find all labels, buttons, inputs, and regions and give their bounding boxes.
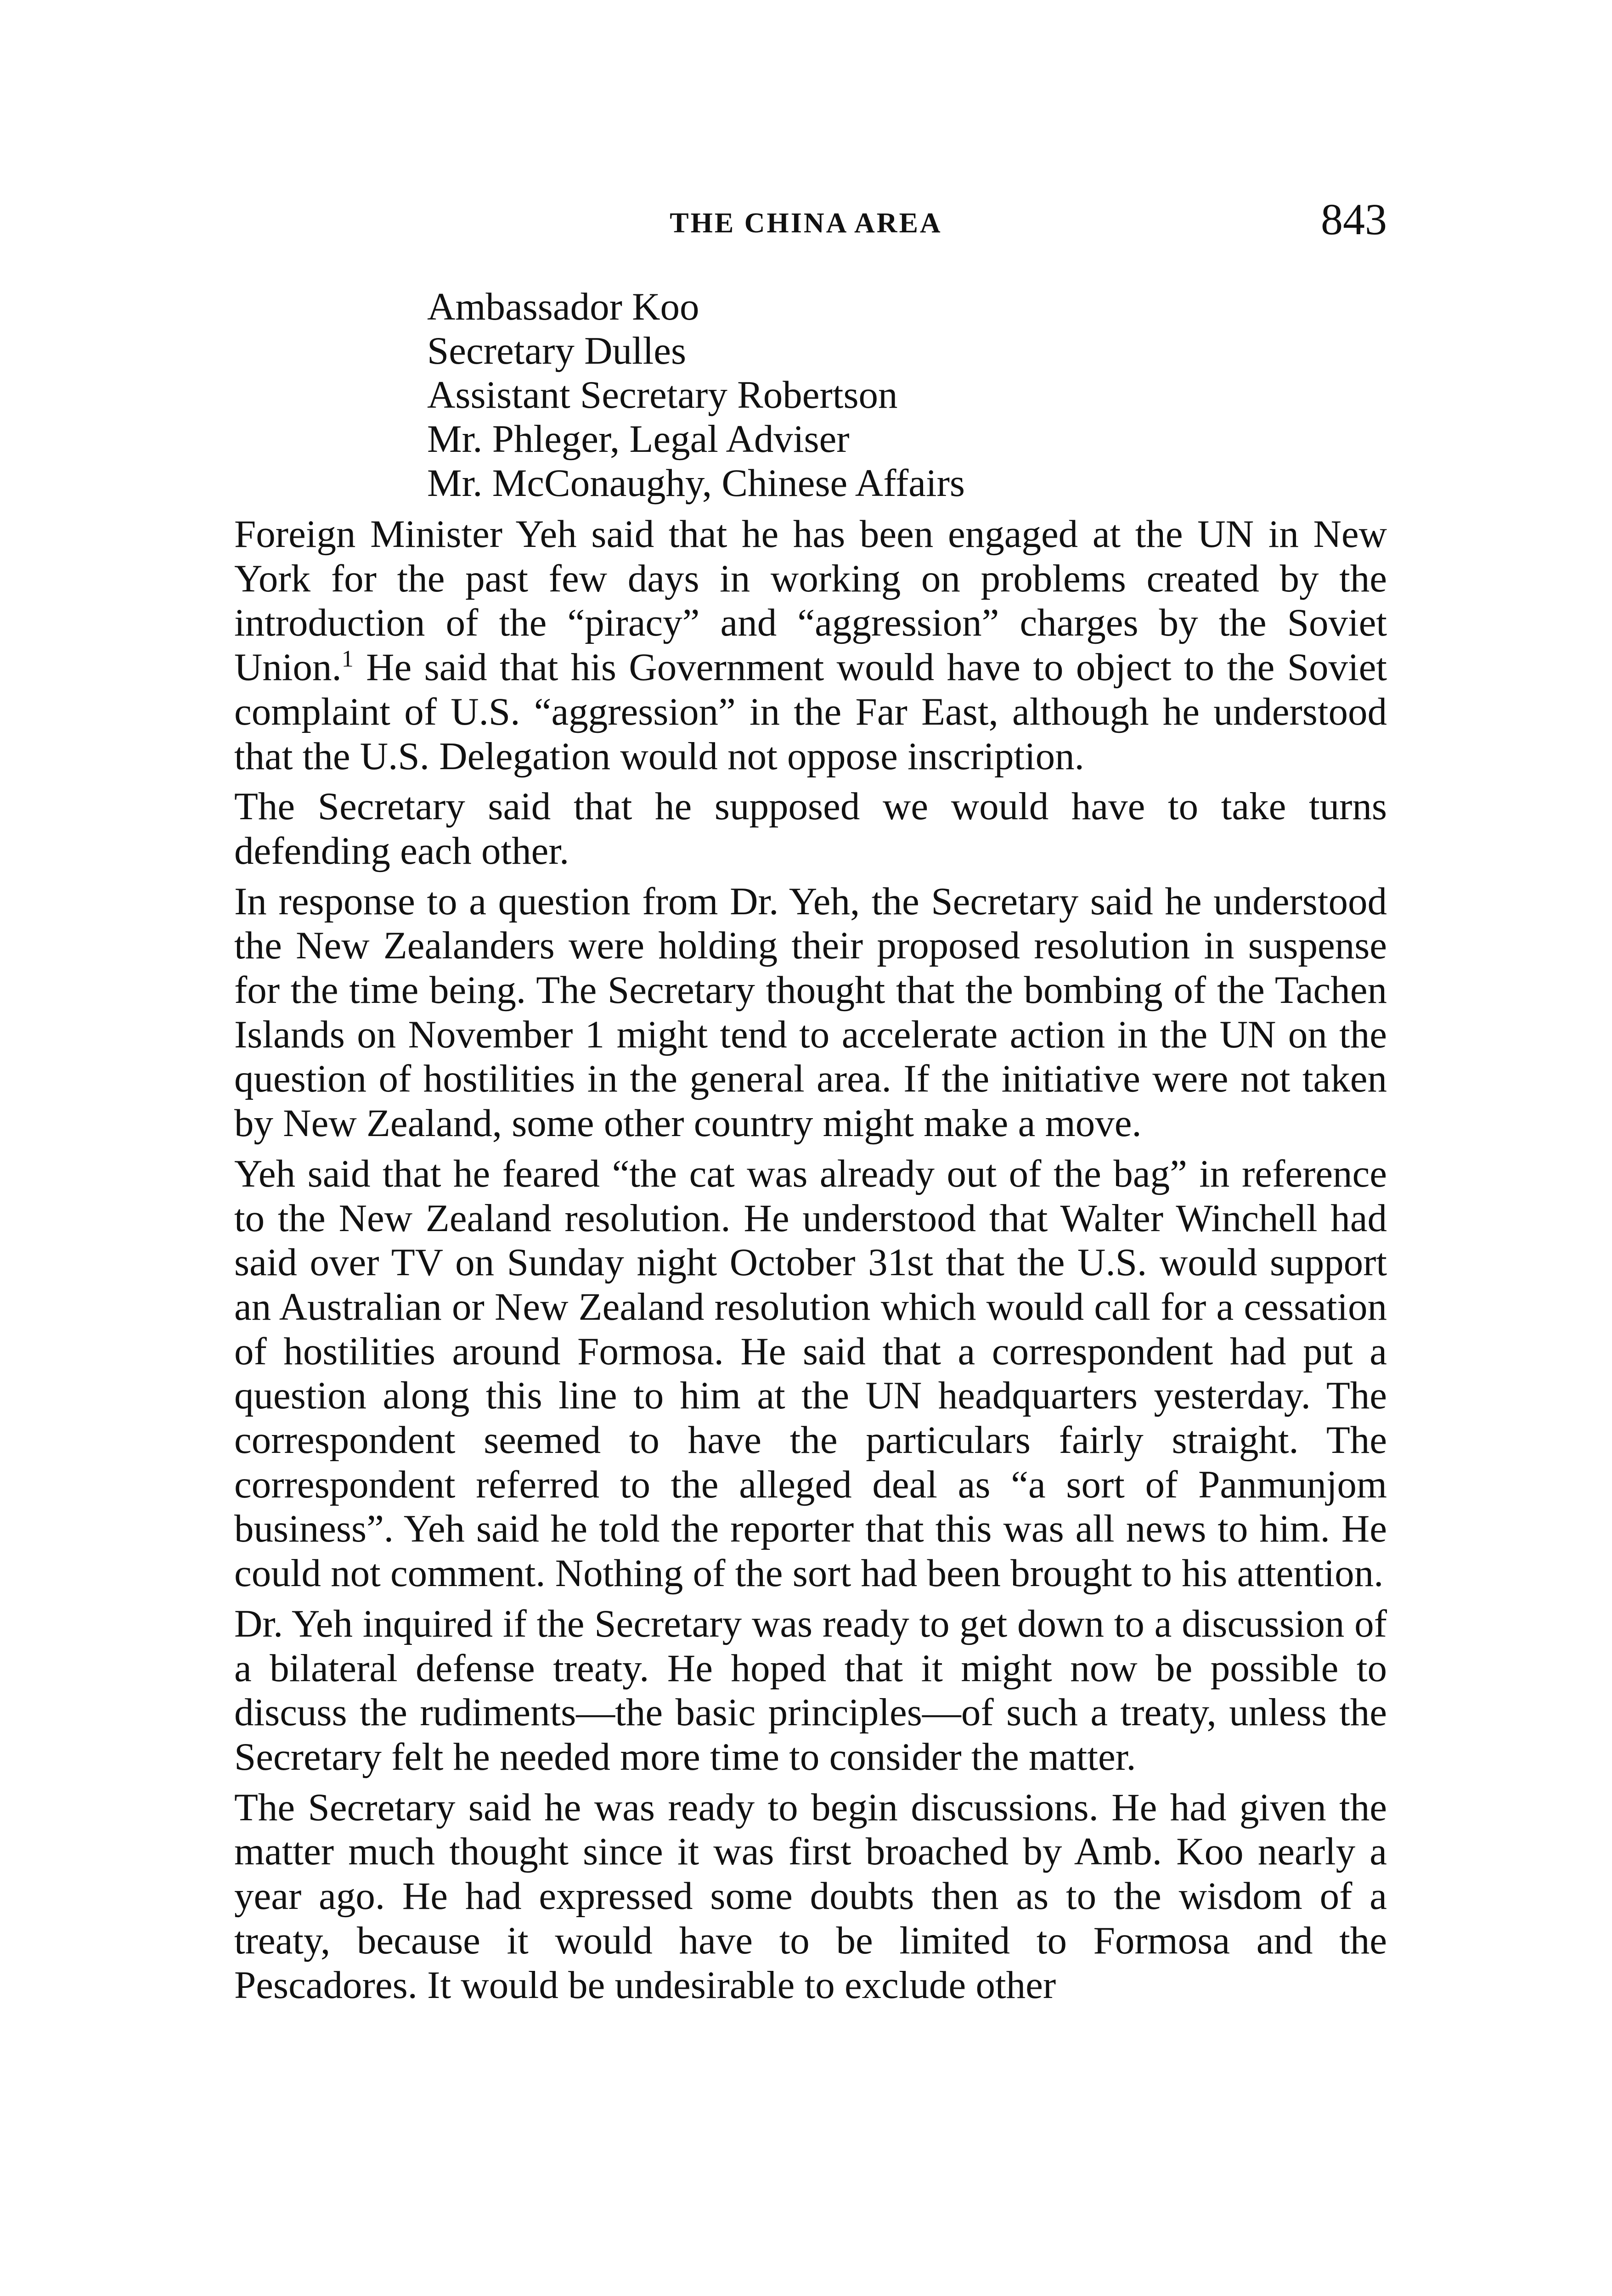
participant-item: Mr. Phleger, Legal Adviser <box>427 417 850 461</box>
running-head: THE CHINA AREA <box>670 208 942 239</box>
paragraph-text: He said that his Government would have to object to the Soviet complaint of U.S. “aggression” in the Far East, although he understood that the U.S. Delegation would not oppose inscription. <box>234 646 1387 778</box>
participant-list <box>427 285 965 505</box>
paragraph-cat-out-of-bag: Yeh said that he feared “the cat was already out of the bag” in reference to the New Zealand resolution. He understood that Walter Winchell had said over TV on Sunday night October 31st that the U.S. would support an Australian or New Zealand resolution which would call for a cessation of hostilities around Formosa. He said that a correspondent had put a question along this line to him at the UN headquarters yesterday. The correspondent seemed to have the particulars fairly straight. The correspondent referred to the alleged deal as “a sort of Panmunjom business”. Yeh said he told the reporter that this was all news to him. He could not comment. Nothing of the sort had been brought to his attention. <box>234 1152 1387 1595</box>
paragraph-ready-to-begin: The Secretary said he was ready to begin discussions. He had given the matter much thought since it was first broached by Amb. Koo nearly a year ago. He had expressed some doubts then as to the wisdom of a treaty, because it would have to be limited to Formosa and the Pescadores. It would be undesirable to exclude other <box>234 1785 1387 2007</box>
paragraph-take-turns: The Secretary said that he supposed we would have to take turns defending each other. <box>234 785 1387 872</box>
participant-item: Ambassador Koo <box>427 285 699 328</box>
paragraph-text: Foreign Minister Yeh said that he has been engaged at the UN in New York for the past few days in working on problems created by the introduction of the “piracy” and “aggression” charges by the Soviet Union. <box>234 512 1387 689</box>
participant-item: Secretary Dulles <box>427 329 687 372</box>
footnote-reference: 1 <box>341 646 354 672</box>
paragraph-new-zealand-resolution: In response to a question from Dr. Yeh, the Secretary said he understood the New Zealanders were holding their proposed resolution in suspense for the time being. The Secretary thought that the bombing of the Tachen Islands on November 1 might tend to accelerate action in the UN on the question of hostilities in the general area. If the initiative were not taken by New Zealand, some other country might make a move. <box>234 879 1387 1145</box>
memorandum-body <box>234 512 1387 2013</box>
page-number: 843 <box>1321 195 1387 244</box>
paragraph-bilateral-treaty: Dr. Yeh inquired if the Secretary was ready to get down to a discussion of a bilateral defense treaty. He hoped that it might now be possible to discuss the rudiments—the basic principles—of such a treaty, unless the Secretary felt he needed more time to consider the matter. <box>234 1602 1387 1778</box>
participant-item: Assistant Secretary Robertson <box>427 373 898 416</box>
paragraph-yeh-un-charges <box>234 512 1387 778</box>
participant-item: Mr. McConaughy, Chinese Affairs <box>427 461 965 505</box>
